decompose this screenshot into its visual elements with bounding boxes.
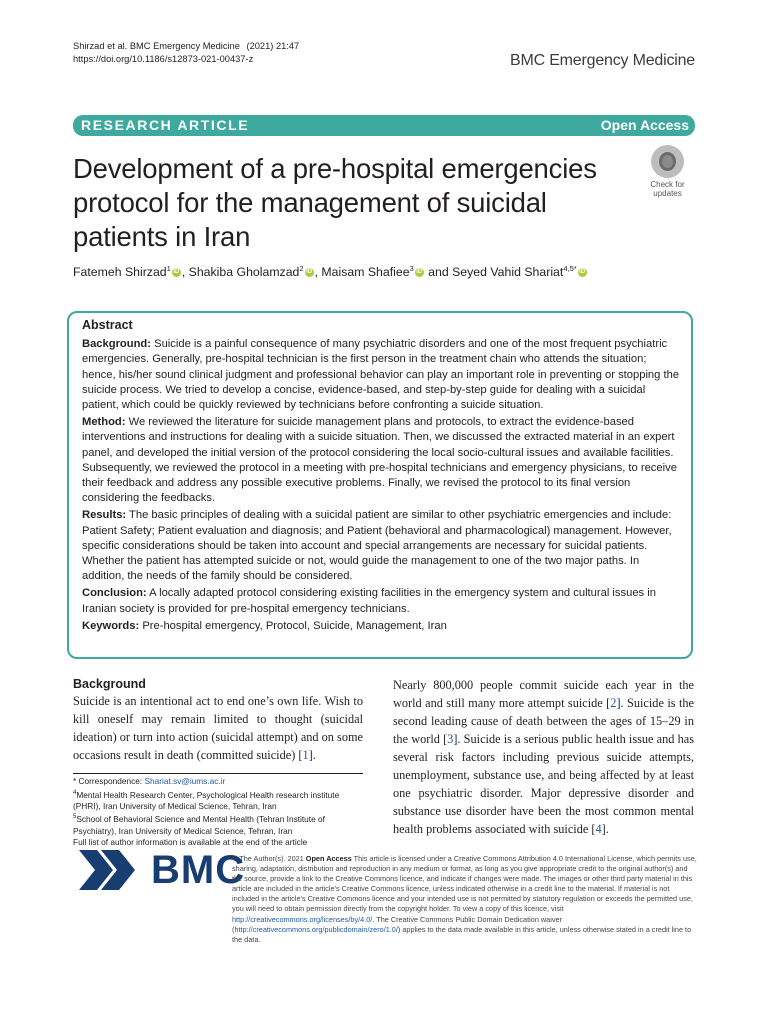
article-title: Development of a pre-hospital emergencies protocol for the management of suicidal patients in Iran [73,153,597,252]
doi-link[interactable]: https://doi.org/10.1186/s12873-021-00437-z [73,54,254,64]
abstract-method: Method: We reviewed the literature for suicide management plans and protocols, to extract the evidence-based interventions and instructions for dealing with a suicide situation. Then, we discussed the extracted material in an expert panel, and developed the initial version of the protocol considering the local socio-cultural issues and available facilities. Subsequently, we reviewed the protocol in a meeting with pre-hospital technicians and emergency physicians, to receive their feedback and address any possible executive problems. Finally, we revised the protocol to its final version considering the feedbacks. [82,416,677,505]
author-name[interactable]: Fatemeh Shirzad [73,265,167,280]
abstract-box [67,311,693,659]
footnotes [73,773,363,849]
check-for-updates-badge[interactable] [641,145,694,201]
abstract-background: Background: Suicide is a painful consequence of many psychiatric disorders and one of the most frequent psychiatric emergencies. Generally, pre-hospital technician is the first person in the treatment chain who attends the situation; hence, his/her sound clinical judgment and professional behavior can play an important role in preventing or stopping the suicide process. We tried to develop a concise, evidence-based, and step-by-step guide for dealing with a suicidal patient, which could be quickly reviewed by technicians before confronting a suicide situation. [82,338,680,412]
orcid-icon[interactable]: iD [416,269,423,276]
body-column-right: Nearly 800,000 people commit suicide each year in the world and still many more attempt suicide [2]. Suicide is the second leading cause of death between the ages of 15–29 in the world [3]. Suicide is a serious public health issue and has several risk factors including previous suicide attempts, unemployment, substance use, and being affected by at least one psychiatric disorder. Major depressive disorder and substance use disorder have been the most common mental health problems associated with suicide [4]. [393,678,694,836]
article-type-label: RESEARCH ARTICLE [81,117,250,133]
citation-link[interactable]: 3 [447,732,454,746]
check-updates-text: Check for updates [650,180,685,198]
license-statement: © The Author(s). 2021 Open Access This article is licensed under a Creative Commons Attribution 4.0 International License, which permits use, sharing, adaptation, distribution and reproduction in any medium or format, as long as you give appropriate credit to the original author(s) and the source, provide a link to the Creative Commons licence, and indicate if changes were made. The images or other third party material in this article are included in the article's Creative Commons licence, unless indicated otherwise in a credit line to the material. If material is not included in the article's Creative Commons licence and your intended use is not permitted by statutory regulation or exceeds the permitted use, you will need to obtain permission directly from the copyright holder. To view a copy of this licence, visit http://creativecommons.org/licenses/by/4.0/. The Creative Commons Public Domain Dedication waiver (http://creativecommons.org/publicdomain/zero/1.0/) applies to the data made available in this article, unless otherwise stated in a credit line to the data. [232,854,697,944]
journal-name: BMC Emergency Medicine [510,52,695,69]
citation-link[interactable]: 4 [595,822,602,836]
orcid-icon[interactable]: iD [306,269,313,276]
affiliation-5: $^5$School of Behavioral Science and Mental Health (Tehran Institute of Psychiatry), Iran University of Medical Science, Tehran, Iran [73,814,325,836]
author-info-note: Full list of author information is available at the end of the article [73,837,308,848]
check-updates-icon [651,145,684,178]
section-heading: Background [73,677,146,691]
abstract-conclusion: Conclusion: A locally adapted protocol considering existing facilities in the emergency system and cultural issues in Iranian society is provided for pre-hospital emergency technicians. [82,587,656,615]
abstract-heading: Abstract [82,318,133,332]
body-paragraph: Suicide is an intentional act to end one’s own life. Wish to kill oneself may remain limited to thought (suicidal ideation) or turn into action (suicidal attempt) and on some occasions result in death (committed suicide) [1]. [73,694,363,762]
citation-year: (2021) 21:47 [246,41,300,51]
license-link[interactable]: http://creativecommons.org/licenses/by/4.0/ [232,914,373,924]
public-domain-link[interactable]: http://creativecommons.org/publicdomain/zero/1.0/ [234,924,398,934]
author-name[interactable]: and Seyed Vahid Shariat [424,265,564,280]
author-name[interactable]: , Shakiba Gholamzad [181,265,300,280]
author-list: Fatemeh Shirzad$^1$ iD , Shakiba Gholamzad$^2$ iD , Maisam Shafiee$^3$ iD and Seyed Vahid Shariat$^{4,5*}$ iD [73,264,586,280]
abstract-results: Results: The basic principles of dealing with a suicidal patient are similar to other psychiatric emergencies and include: Patient Safety; Patient evaluation and diagnosis; and Patient (behavioral and pharmacological) management. However, specific considerations should be taken into account and special arrangements are necessary for suicidal patients. Whether the patient has attempted suicide or not, would guide the management to one of the two major paths. In addition, the needs of the family should be considered. [82,509,672,583]
running-header [73,40,303,66]
affiliation-4: $^4$Mental Health Research Center, Psychological Health research institute (PHRI), Iran University of Medical Science, Tehran, Iran [73,789,340,811]
orcid-icon[interactable]: iD [579,269,586,276]
citation-authors: Shirzad et al. BMC Emergency Medicine [73,41,240,51]
email-link[interactable]: Shariat.sv@iums.ac.ir [144,776,226,786]
bmc-logo [79,848,246,892]
correspondence: * Correspondence: Shariat.sv@iums.ac.ir [73,776,226,786]
bmc-logo-text: BMC [151,848,246,892]
bmc-logo-mark-icon [79,850,143,890]
citation-link[interactable]: 1 [302,748,309,762]
open-access-label: Open Access [600,117,689,133]
citation-link[interactable]: 2 [610,696,617,710]
article-type-banner [73,115,695,136]
author-name[interactable]: , Maisam Shafiee [314,265,410,280]
abstract-keywords: Keywords: Pre-hospital emergency, Protocol, Suicide, Management, Iran [82,619,447,632]
orcid-icon[interactable]: iD [173,269,180,276]
body-column-left [73,676,363,764]
